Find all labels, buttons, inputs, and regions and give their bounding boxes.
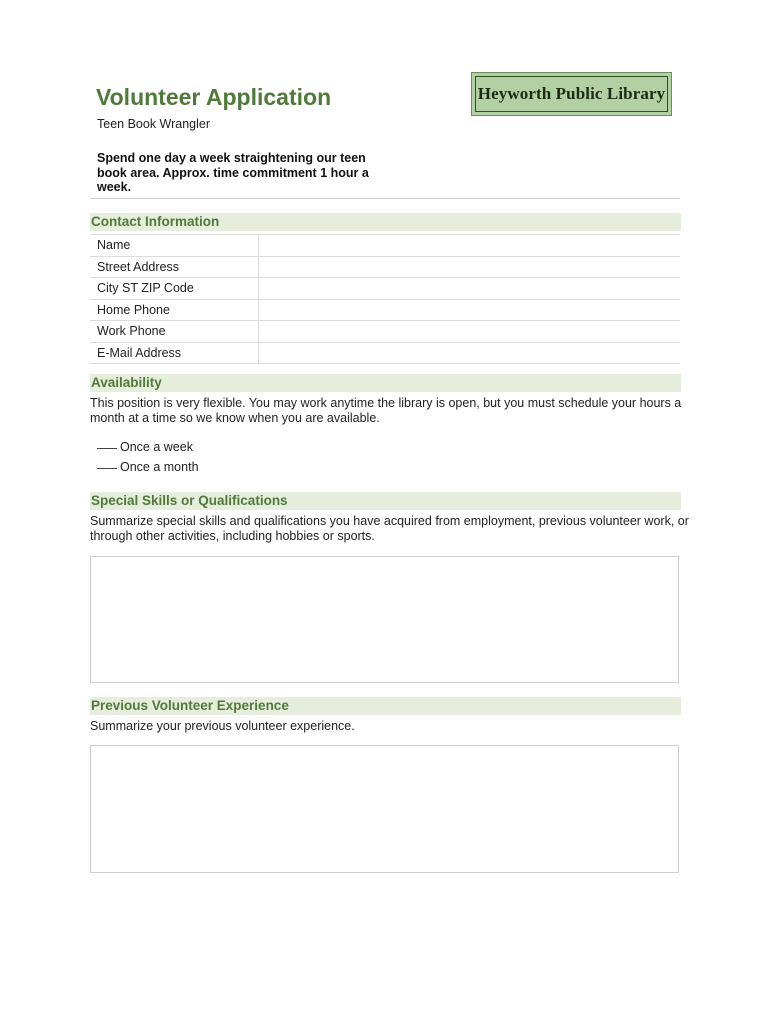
home-phone-field[interactable]: [259, 299, 681, 321]
skills-section-header: [90, 492, 681, 510]
contact-section-header: [90, 213, 681, 231]
work-phone-label: Work Phone: [90, 321, 259, 343]
home-phone-label: Home Phone: [90, 299, 259, 321]
library-logo: [471, 72, 672, 116]
contact-row-name: [90, 235, 680, 257]
contact-row-work-phone: [90, 321, 680, 343]
option-once-a-month[interactable]: [97, 460, 199, 474]
work-phone-field[interactable]: [259, 321, 681, 343]
contact-row-city: [90, 278, 680, 300]
availability-description: This position is very flexible. You may work anytime the library is open, but you must schedule your hours a month at a time so we know when you are available.: [90, 396, 682, 425]
contact-section-title: Contact Information: [91, 214, 220, 229]
street-address-label: Street Address: [90, 256, 259, 278]
skills-textbox[interactable]: [90, 556, 679, 683]
experience-textbox[interactable]: [90, 745, 679, 873]
skills-description: Summarize special skills and qualifications you have acquired from employment, previous volunteer work, or through other activities, including hobbies or sports.: [90, 514, 689, 543]
email-label: E-Mail Address: [90, 342, 259, 364]
experience-section-title: Previous Volunteer Experience: [91, 698, 289, 713]
once-a-month-label: Once a month: [120, 460, 199, 474]
title-divider: [90, 198, 680, 199]
position-description: Spend one day a week straightening our teen book area. Approx. time commitment 1 hour a week.: [97, 151, 369, 194]
email-field[interactable]: [259, 342, 681, 364]
experience-description: Summarize your previous volunteer experience.: [90, 719, 355, 733]
contact-row-email: [90, 342, 680, 364]
option-once-a-week[interactable]: [97, 440, 193, 454]
street-address-field[interactable]: [259, 256, 681, 278]
availability-section-header: [90, 374, 681, 392]
experience-section-header: [90, 697, 681, 715]
contact-row-home-phone: [90, 299, 680, 321]
page-title: Volunteer Application: [96, 84, 332, 110]
name-field[interactable]: [259, 235, 681, 257]
city-st-zip-label: City ST ZIP Code: [90, 278, 259, 300]
skills-section-title: Special Skills or Qualifications: [91, 493, 288, 508]
position-subtitle: Teen Book Wrangler: [97, 117, 211, 131]
library-logo-text: Heyworth Public Library: [477, 84, 666, 103]
name-label: Name: [90, 235, 259, 257]
once-a-month-blank[interactable]: [97, 468, 117, 469]
once-a-week-blank[interactable]: [97, 448, 117, 449]
availability-section-title: Availability: [91, 375, 162, 390]
contact-row-street: [90, 256, 680, 278]
once-a-week-label: Once a week: [120, 440, 193, 454]
contact-table: [90, 234, 680, 364]
city-st-zip-field[interactable]: [259, 278, 681, 300]
